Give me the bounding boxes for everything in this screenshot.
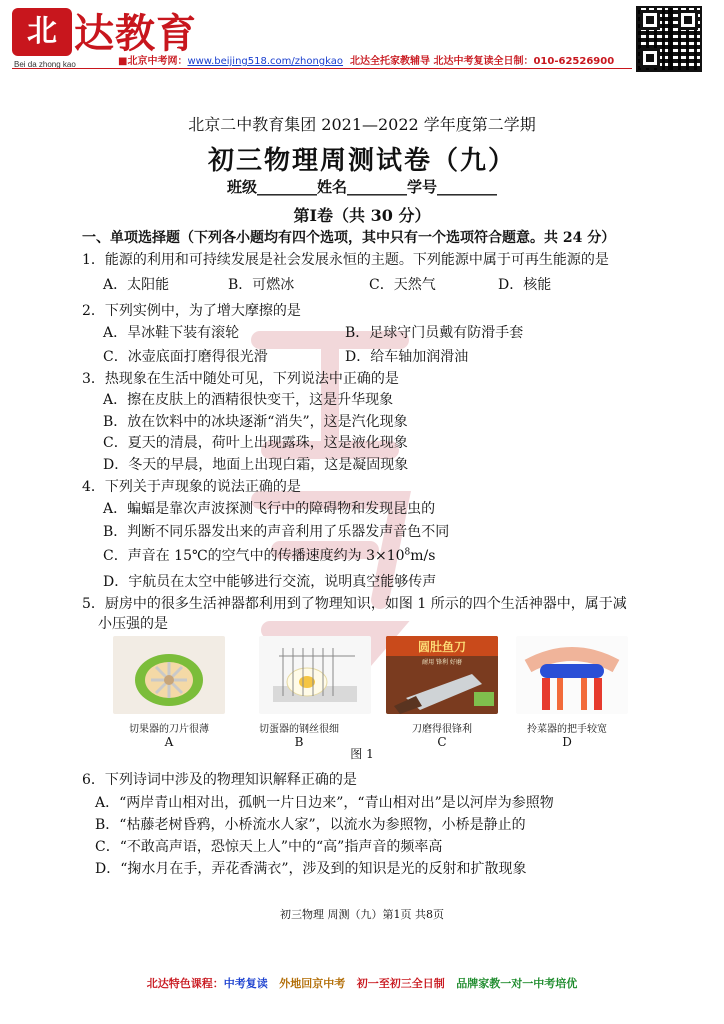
promo-item-1: 中考复读	[223, 977, 268, 990]
question-5-stem-line1: 5．厨房中的很多生活神器都利用到了物理知识，如图 1 所示的四个生活神器中，属于减	[82, 596, 627, 612]
figure-label-c: C	[437, 735, 447, 749]
figure-caption: 图 1	[350, 747, 374, 761]
question-6-option-c: C．“不敢高声语，恐惊天上人”中的“高”指声音的频率高	[95, 839, 443, 855]
question-4-stem: 4．下列关于声现象的说法正确的是	[82, 479, 301, 495]
option-c-exponent: 8	[404, 547, 411, 558]
option-c-text: C．声音在 15℃的空气中的传播速度约为 3×10	[103, 548, 405, 564]
contact-line	[118, 52, 614, 67]
question-1-option-a: A．太阳能	[103, 277, 170, 293]
knife-banner-sub: 耐用 锋利 好磨	[422, 659, 462, 666]
question-2-option-d: D．给车轴加润滑油	[345, 349, 469, 365]
promo-item-4: 品牌家教一对一中考培优	[456, 977, 578, 990]
figure-caption-a: 切果器的刀片很薄	[129, 724, 209, 735]
brand-name: 达教育	[74, 10, 197, 57]
question-6-option-b: B．“枯藤老树昏鸦，小桥流水人家”，以流水为参照物，小桥是静止的	[95, 817, 526, 833]
option-c-unit: m/s	[410, 548, 436, 564]
qr-code-icon	[636, 6, 702, 72]
paper-title: 初三物理周测试卷（九）	[207, 146, 516, 176]
part-heading: 第Ⅰ卷（共 30 分）	[293, 206, 431, 225]
question-4-option-d: D．宇航员在太空中能够进行交流，说明真空能够传声	[103, 574, 437, 590]
promo-item-2: 外地回京中考	[279, 977, 346, 990]
figure-label-a: A	[164, 735, 174, 749]
question-4-option-c	[103, 545, 435, 565]
question-3-stem: 3．热现象在生活中随处可见，下列说法中正确的是	[82, 371, 399, 387]
question-5-stem-line2: 小压强的是	[98, 616, 168, 632]
figure-label-b: B	[294, 735, 304, 749]
question-2-option-a: A．旱冰鞋下装有滚轮	[103, 325, 240, 341]
question-1-option-c: C．天然气	[369, 277, 436, 293]
question-1-stem: 1．能源的利用和可持续发展是社会发展永恒的主题。下列能源中属于可再生能源的是	[82, 252, 609, 268]
question-2-stem: 2．下列实例中，为了增大摩擦的是	[82, 303, 301, 319]
question-3-option-a: A．擦在皮肤上的酒精很快变干，这是升华现象	[103, 392, 394, 408]
question-2-option-b: B．足球守门员戴有防滑手套	[345, 325, 524, 341]
brand-logo: 北	[12, 8, 72, 56]
figure-label-d: D	[562, 735, 572, 749]
question-6-option-d: D．“掬水月在手，弄花香满衣”，涉及到的知识是光的反射和扩散现象	[95, 861, 527, 877]
fruit-cutter-image	[113, 636, 225, 714]
question-2-option-c: C．冰壶底面打磨得很光滑	[103, 349, 268, 365]
question-4-option-b: B．判断不同乐器发出来的声音利用了乐器发声音色不同	[103, 524, 450, 540]
question-1-option-b: B．可燃冰	[228, 277, 295, 293]
question-3-option-d: D．冬天的早晨，地面上出现白霜，这是凝固现象	[103, 457, 409, 473]
student-info-line: 班级________姓名________学号________	[226, 178, 497, 196]
knife-image	[386, 636, 498, 714]
figure-caption-b: 切蛋器的钢丝很细	[259, 724, 339, 735]
figure-caption-d: 拎菜器的把手较宽	[527, 724, 607, 735]
egg-slicer-image	[259, 636, 371, 714]
contact-url-link[interactable]: www.beijing518.com/zhongkao	[187, 56, 344, 67]
school-term: 北京二中教育集团 2021—2022 学年度第二学期	[188, 115, 536, 134]
site-header	[0, 0, 724, 80]
bottom-promo-bar	[0, 975, 724, 991]
question-4-option-a: A．蝙蝠是靠次声波探测飞行中的障碍物和发现昆虫的	[103, 501, 436, 517]
question-6-option-a: A．“两岸青山相对出，孤帆一片日边来”，“青山相对出”是以河岸为参照物	[95, 795, 554, 811]
promo-item-3: 初一至初三全日制	[356, 977, 445, 990]
brand-subtitle: Bei da zhong kao	[14, 60, 76, 69]
contact-prefix: ■北京中考网：	[118, 56, 188, 67]
bag-carrier-image	[516, 636, 628, 714]
question-3-option-b: B．放在饮料中的冰块逐渐“消失”，这是汽化现象	[103, 414, 408, 430]
header-divider	[12, 68, 632, 69]
knife-banner-text: 圆肚鱼刀	[417, 640, 467, 654]
section-heading: 一、单项选择题（下列各小题均有四个选项，其中只有一个选项符合题意。共 24 分）	[82, 230, 616, 246]
question-1-option-d: D．核能	[498, 277, 552, 293]
question-6-stem: 6．下列诗词中涉及的物理知识解释正确的是	[82, 772, 357, 788]
page-footer: 初三物理 周测（九）第1页 共8页	[280, 908, 444, 921]
promo-label: 北达特色课程：	[146, 977, 224, 990]
contact-rest: 北达全托家教辅导 北达中考复读全日制：010-62526900	[349, 56, 615, 67]
question-3-option-c: C．夏天的清晨，荷叶上出现露珠，这是液化现象	[103, 435, 408, 451]
figure-caption-c: 刀磨得很锋利	[412, 724, 472, 735]
